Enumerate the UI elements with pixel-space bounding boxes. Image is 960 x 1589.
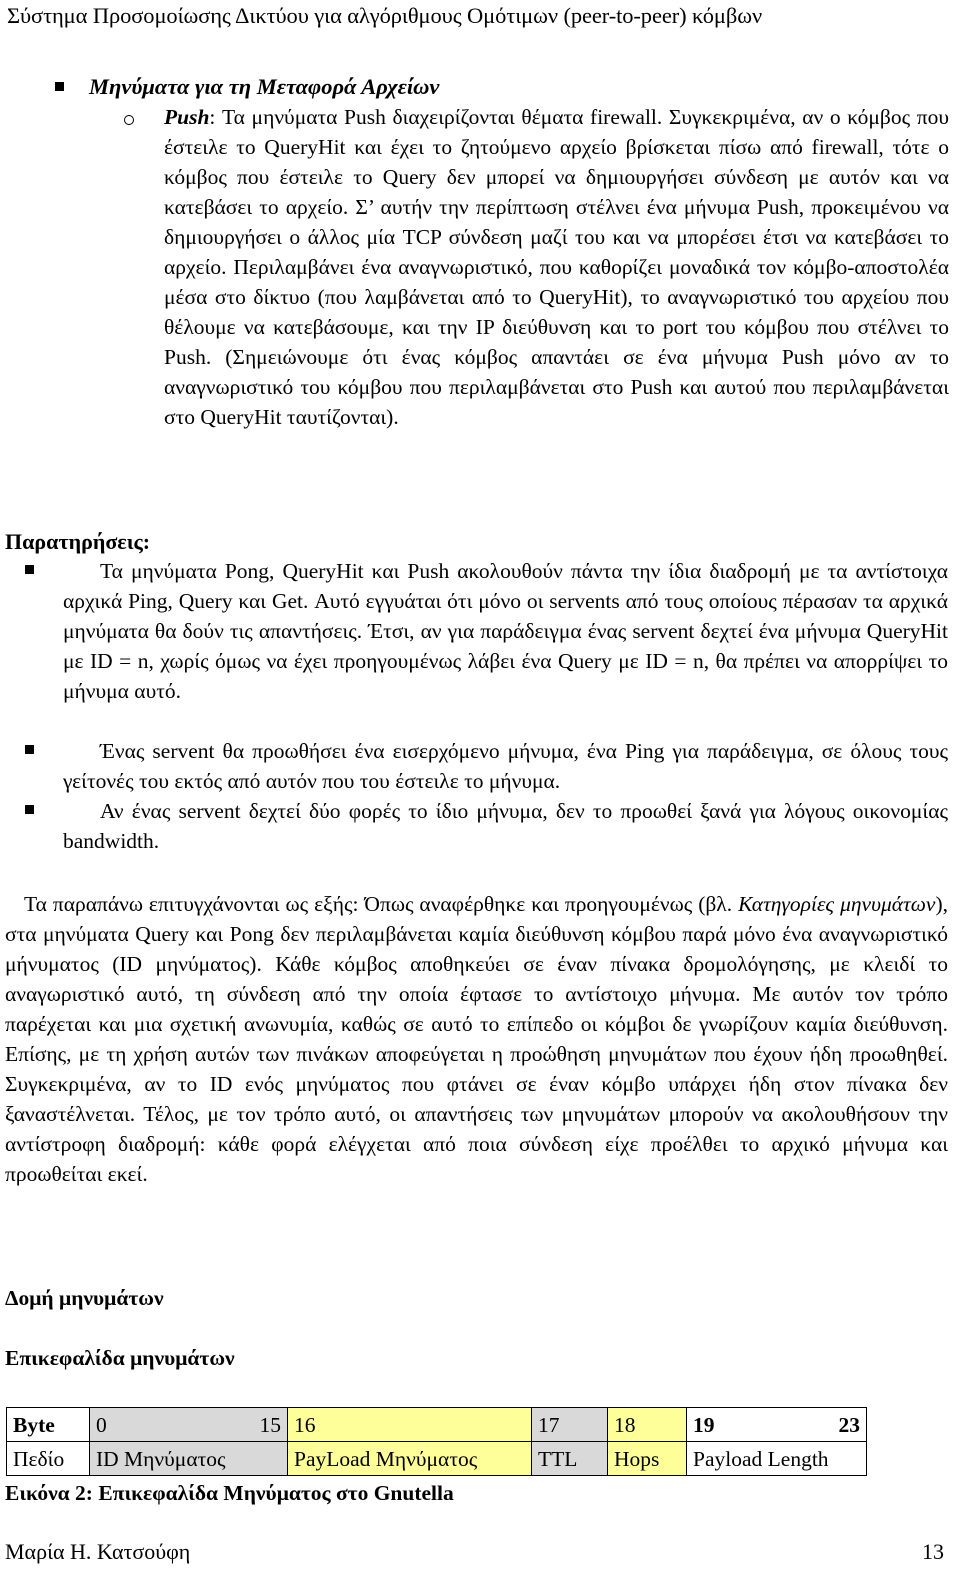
table-cell-byte-label: Byte [7, 1408, 90, 1442]
table-cell-length-field: Payload Length [687, 1442, 867, 1476]
square-bullet-icon [25, 805, 34, 814]
table-cell-id-range [90, 1408, 288, 1442]
heading-message-header: Επικεφαλίδα μηνυμάτων [5, 1346, 235, 1370]
observation-text: Ένας servent θα προωθήσει ένα εισερχόμενο μήνυμα, ένα Ping για παράδειγμα, σε όλους τους γείτονές του εκτός από αυτόν που του έστειλε το μήνυμα. [63, 739, 948, 793]
table-cell-ttl-byte: 17 [532, 1408, 608, 1442]
table-cell-field-label: Πεδίο [7, 1442, 90, 1476]
square-bullet-icon [25, 565, 34, 574]
heading-message-structure: Δομή μηνυμάτων [5, 1286, 164, 1310]
push-label: Push [164, 105, 210, 129]
circle-bullet-icon [124, 115, 134, 125]
len-end-byte: 23 [838, 1412, 860, 1437]
routing-paragraph [5, 889, 948, 1189]
observation-text: Αν ένας servent δεχτεί δύο φορές το ίδιο μήνυμα, δεν το προωθεί ξανά για λόγους οικονομίας bandwidth. [63, 799, 948, 853]
figure-caption: Εικόνα 2: Επικεφαλίδα Μηνύματος στο Gnutella [5, 1481, 454, 1505]
page-number: 13 [922, 1539, 944, 1564]
observation-item [63, 556, 948, 706]
table-row-bytes [7, 1408, 867, 1442]
table-cell-hops-byte: 18 [608, 1408, 687, 1442]
square-bullet-icon [55, 82, 64, 91]
table-cell-payload-byte: 16 [288, 1408, 532, 1442]
paragraph-text-2: ), στα μηνύματα Query και Pong δεν περιλαμβάνεται καμία διεύθυνση κόμβου παρά μόνο ένα αναγνωριστικό μήνυματος (ID μηνύματος). Κάθε κόμβος αποθηκεύει σε έναν πίνακα δρομολόγησης, με κλειδί το αναγωριστικό αυτό, τη σύνδεση από την οποία έφτασε το αντίστοιχο μήνυμα. Με αυτόν τον τρόπο παρέχεται και μια σχετική ανωνυμία, καθώς σε αυτό το επίπεδο οι κόμβοι δε γνωρίζουν καμία διεύθυνση. Επίσης, με τη χρήση αυτών των πινάκων αποφεύγεται η προώθηση μηνυμάτων που έχουν ήδη προωθηθεί. Συγκεκριμένα, αν το ID ενός μηνύματος που φτάνει σε έναν κόμβο υπάρχει ήδη στον πίνακα δεν ξαναστέλνεται. Τέλος, με τον τρόπο αυτό, οι απαντήσεις των μηνυμάτων μπορούν να ακολουθήσουν την αντίστροφη διαδρομή: κάθε φορά ελέγχεται από ποια σύνδεση είχε προέλθει το αρχικό μήνυμα και προωθείται εκεί. [5, 892, 948, 1186]
observations-title: Παρατηρήσεις: [5, 529, 151, 554]
table-cell-hops-field: Hops [608, 1442, 687, 1476]
footer-author: Μαρία Η. Κατσούφη [5, 1539, 191, 1564]
paragraph-italic-reference: Κατηγορίες μηνυμάτων [738, 892, 936, 916]
message-header-table [6, 1407, 867, 1476]
table-cell-payload-field: PayLoad Μηνύματος [288, 1442, 532, 1476]
id-start-byte: 0 [96, 1412, 107, 1437]
table-cell-ttl-field: TTL [532, 1442, 608, 1476]
id-end-byte: 15 [259, 1412, 281, 1437]
running-header: Σύστημα Προσομοίωσης Δικτύου για αλγόριθμους Ομότιμων (peer-to-peer) κόμβων [7, 3, 763, 28]
table-cell-length-range [687, 1408, 867, 1442]
paragraph-text-1: Τα παραπάνω επιτυγχάνονται ως εξής: Όπως αναφέρθηκε και προηγουμένως (βλ. [24, 892, 739, 916]
observation-text: Τα μηνύματα Pong, QueryHit και Push ακολουθούν πάντα την ίδια διαδρομή με τα αντίστοιχα αρχικά Ping, Query και Get. Αυτό εγγυάται ότι μόνο οι servents από τους οποίους πέρασαν τα αρχικά μηνύματα θα δούν τις απαντήσεις. Έτσι, αν για παράδειγμα ένας servent δεχτεί ένα μήνυμα QueryHit με ID = n, χωρίς όμως να έχει προηγουμένως λάβει ένα Query με ID = n, θα πρέπει να απορρίψει το μήνυμα αυτό. [63, 559, 948, 703]
observation-item [63, 736, 948, 796]
table-cell-id-field: ID Μηνύματος [90, 1442, 288, 1476]
section-title-file-transfer: Μηνύματα για τη Μεταφορά Αρχείων [89, 74, 440, 99]
observation-item [63, 796, 948, 856]
len-start-byte: 19 [693, 1412, 715, 1437]
push-description [164, 102, 949, 432]
square-bullet-icon [25, 745, 34, 754]
table-row-fields [7, 1442, 867, 1476]
push-text: : Τα μηνύματα Push διαχειρίζονται θέματα firewall. Συγκεκριμένα, αν ο κόμβος που έστειλε το QueryHit και έχει το ζητούμενο αρχείο βρίσκεται πίσω από firewall, τότε ο κόμβος που έστειλε το Query δεν μπορεί να δημιουργήσει σύνδεση με αυτόν και να κατεβάσει το αρχείο. Σ’ αυτήν την περίπτωση στέλνει ένα μήνυμα Push, προκειμένου να δημιουργήσει ο άλλος μία TCP σύνδεση μαζί του και να μπορέσει έτσι να κατεβάσει το αρχείο. Περιλαμβάνει ένα αναγνωριστικό, που καθορίζει μοναδικά τον κόμβο-αποστολέα μέσα στο δίκτυο (που λαμβάνεται από το QueryHit), το αναγνωριστικό του αρχείου που θέλουμε να κατεβάσουμε, και την IP διεύθυνση και το port του κόμβου που στέλνει το Push. (Σημειώνουμε ότι ένας κόμβος απαντάει σε ένα μήνυμα Push μόνο αν το αναγνωριστικό του κόμβου που περιλαμβάνεται στο Push και αυτού που περιλαμβάνεται στο QueryHit ταυτίζονται). [164, 105, 949, 429]
